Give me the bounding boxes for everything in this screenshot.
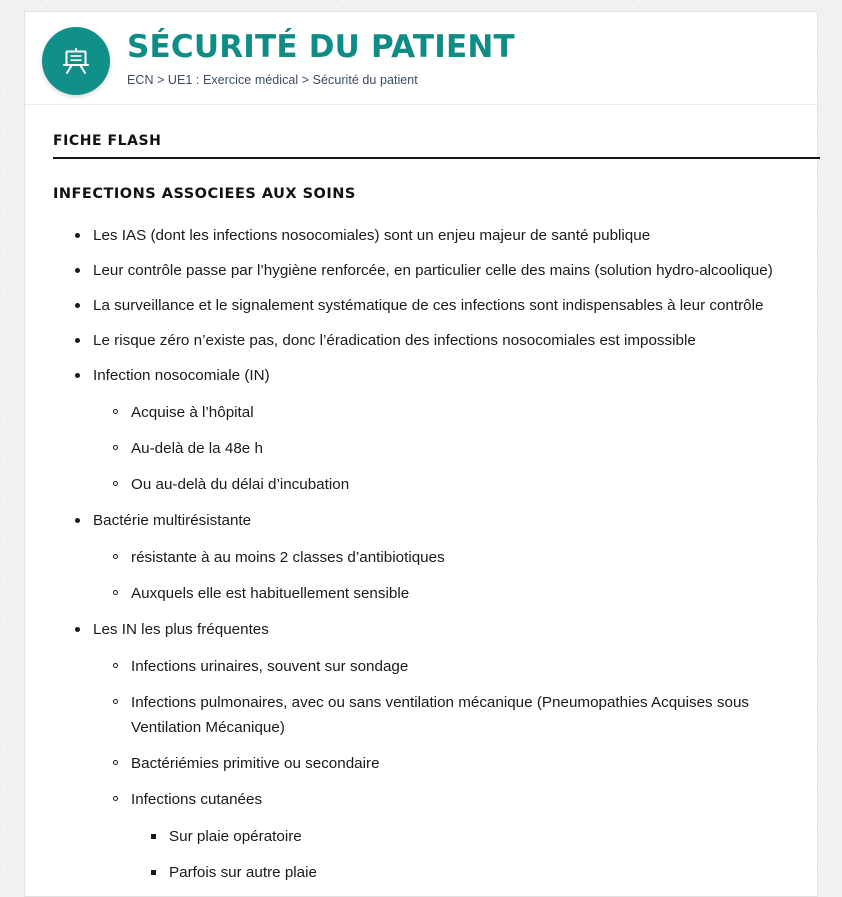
page-title: SÉCURITÉ DU PATIENT (127, 29, 515, 65)
list-item (151, 860, 793, 885)
list-item-text: Leur contrôle passe par l’hygiène renforcée, en particulier celle des mains (solution hydro-alcoolique) (93, 262, 773, 279)
list-item (75, 508, 793, 606)
section-divider (53, 157, 820, 159)
header-text-block (127, 28, 803, 89)
page-header (25, 12, 817, 105)
list-item-text: Au-delà de la 48e h (131, 440, 263, 457)
list-item-text: Infections cutanées (131, 791, 263, 808)
list-item (75, 223, 793, 248)
list-item-text: Infection nosocomiale (IN) (93, 367, 270, 384)
list-item-text: Bactériémies primitive ou secondaire (131, 755, 380, 772)
list-item (113, 751, 793, 776)
list-item-text: Le risque zéro n’existe pas, donc l’éradication des infections nosocomiales est impossible (93, 332, 696, 349)
list-item-text: Parfois sur autre plaie (169, 864, 317, 881)
bullet-sublist-level-2 (93, 545, 793, 606)
page-body (25, 105, 817, 885)
list-item-text: Infections pulmonaires, avec ou sans ventilation mécanique (Pneumopathies Acquises sous Ventilation Mécanique) (131, 694, 750, 736)
list-item-text: Infections urinaires, souvent sur sondage (131, 658, 409, 675)
bullet-sublist-level-2 (93, 654, 793, 885)
list-item (113, 787, 793, 885)
list-item (113, 690, 793, 740)
list-item-text: Auxquels elle est habituellement sensible (131, 585, 410, 602)
list-item (75, 617, 793, 885)
bullet-sublist-level-2 (93, 400, 793, 497)
content-card (24, 11, 818, 897)
list-item-text: Bactérie multirésistante (93, 512, 252, 529)
list-item (75, 258, 793, 283)
list-item (113, 472, 793, 497)
list-item-text: Les IAS (dont les infections nosocomiales) sont un enjeu majeur de santé publique (93, 227, 651, 244)
list-item-text: résistante à au moins 2 classes d’antibiotiques (131, 549, 445, 566)
list-item-text: Sur plaie opératoire (169, 828, 302, 845)
bullet-sublist-level-3 (131, 824, 793, 885)
list-item-text: Ou au-delà du délai d’incubation (131, 476, 350, 493)
presentation-easel-icon (42, 27, 110, 95)
list-item-text: Acquise à l’hôpital (131, 404, 254, 421)
list-item (113, 545, 793, 570)
list-item (151, 824, 793, 849)
fiche-bullet-list (53, 223, 793, 885)
list-item (113, 654, 793, 679)
list-item (75, 293, 793, 318)
list-item-text: Les IN les plus fréquentes (93, 621, 269, 638)
breadcrumb: ECN > UE1 : Exercice médical > Sécurité du patient (127, 73, 418, 87)
list-item (75, 363, 793, 497)
list-item (113, 581, 793, 606)
fiche-flash-label: FICHE FLASH (53, 133, 162, 149)
list-item (113, 400, 793, 425)
list-item (75, 328, 793, 353)
list-item (113, 436, 793, 461)
section-heading: INFECTIONS ASSOCIEES AUX SOINS (53, 186, 356, 202)
list-item-text: La surveillance et le signalement systématique de ces infections sont indispensables à leur contrôle (93, 297, 764, 314)
